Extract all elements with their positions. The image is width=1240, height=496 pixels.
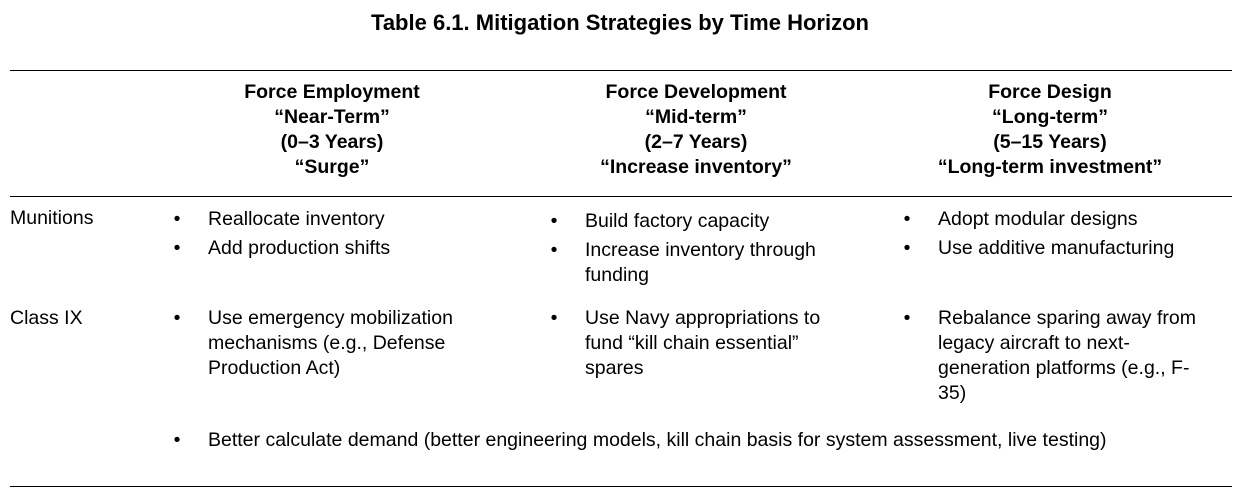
list-item: • Adopt modular designs <box>900 207 1235 232</box>
table-title: Table 6.1. Mitigation Strategies by Time Horizon <box>371 10 869 35</box>
list-item: • Add production shifts <box>170 236 530 261</box>
cell-class-ix-near-term <box>170 306 520 385</box>
cell-class-ix-mid-term <box>547 306 852 385</box>
cell-class-ix-long-term <box>900 306 1205 410</box>
list-item: • Build factory capacity <box>547 209 877 234</box>
column-years: (0–3 Years) <box>280 131 384 153</box>
column-term: “Mid-term” <box>645 106 747 128</box>
bullet-icon: • <box>550 210 558 232</box>
column-header-force-employment <box>192 80 472 180</box>
row-label-class-ix: Class IX <box>10 307 83 329</box>
column-theme: “Surge” <box>294 156 370 178</box>
column-term: “Near-Term” <box>274 106 390 128</box>
list-item: • Use Navy appropriations to fund “kill chain essential” spares <box>547 306 852 381</box>
bullet-icon: • <box>173 237 181 259</box>
column-name: Force Employment <box>244 81 420 103</box>
column-name: Force Design <box>988 81 1112 103</box>
cell-class-ix-all-horizons <box>170 428 1230 457</box>
column-theme: “Long-term investment” <box>937 156 1163 178</box>
bullet-icon: • <box>550 307 558 329</box>
column-header-force-development <box>546 80 846 180</box>
bullet-icon: • <box>903 307 911 329</box>
bullet-icon: • <box>550 239 558 261</box>
column-years: (5–15 Years) <box>993 131 1107 153</box>
list-item: • Better calculate demand (better engineering models, kill chain basis for system assessment, live testing) <box>170 428 1230 453</box>
cell-munitions-near-term <box>170 207 530 265</box>
column-header-force-design <box>900 80 1200 180</box>
bottom-rule <box>10 486 1232 487</box>
column-name: Force Development <box>605 81 787 103</box>
bullet-icon: • <box>903 237 911 259</box>
list-item: • Reallocate inventory <box>170 207 530 232</box>
list-item: • Use emergency mobilization mechanisms (e.g., Defense Production Act) <box>170 306 520 381</box>
top-rule <box>10 70 1232 71</box>
bullet-icon: • <box>903 208 911 230</box>
column-theme: “Increase inventory” <box>600 156 792 178</box>
column-term: “Long-term” <box>992 106 1108 128</box>
column-years: (2–7 Years) <box>644 131 748 153</box>
cell-munitions-long-term <box>900 207 1235 265</box>
list-item: • Use additive manufacturing <box>900 236 1235 261</box>
bullet-icon: • <box>173 307 181 329</box>
list-item: • Rebalance sparing away from legacy aircraft to next-generation platforms (e.g., F-35) <box>900 306 1205 406</box>
list-item: • Increase inventory through funding <box>547 238 877 288</box>
bullet-icon: • <box>173 429 181 451</box>
header-rule <box>10 196 1232 197</box>
bullet-icon: • <box>173 208 181 230</box>
cell-munitions-mid-term <box>547 209 877 292</box>
row-label-munitions: Munitions <box>10 207 94 229</box>
